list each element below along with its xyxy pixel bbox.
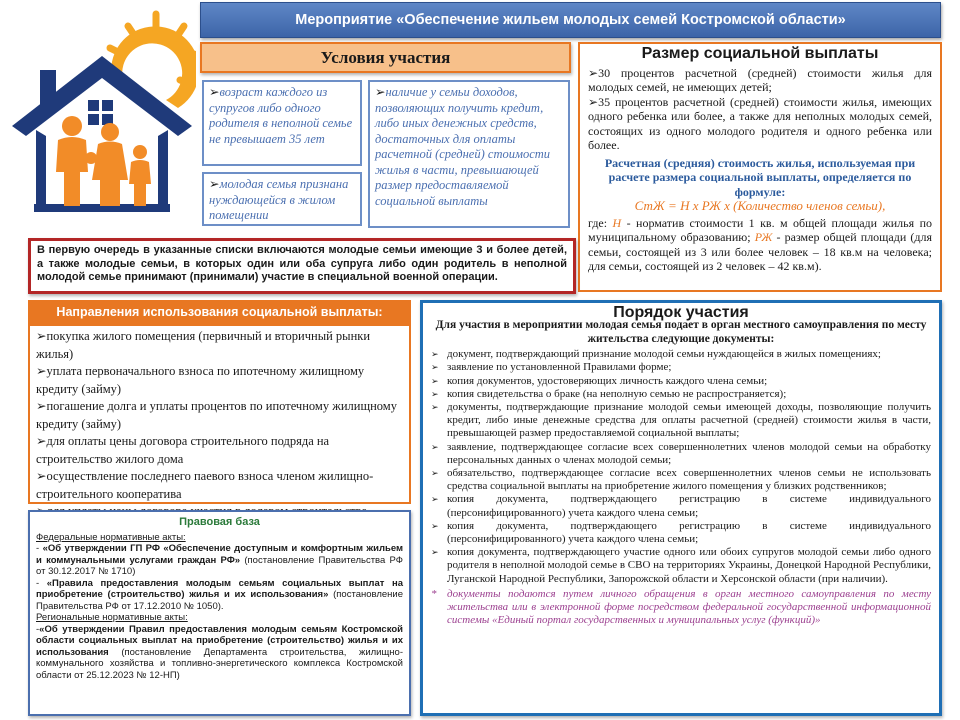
condition-income: ➢наличие у семьи доходов, позволяющих получить кредит, либо иных денежных средств, достаточных для оплаты расчетной (средней) стоимости жилья в части, превышающей размер предоставляемой социальной выплаты <box>368 80 570 228</box>
arrow-bullet-icon: ➢ <box>431 494 439 505</box>
payment-title: Размер социальной выплаты <box>641 45 879 62</box>
list-item: ➢уплата первоначального взноса по ипотечному жилищному кредиту (займу) <box>36 364 365 396</box>
arrow-bullet-icon: ➢ <box>431 547 439 558</box>
check-arrow-icon: ➢ <box>209 177 220 191</box>
arrow-bullet-icon: ➢ <box>431 441 439 452</box>
list-item: ➢ документ, подтверждающий признание молодой семьи нуждающейся в жилых помещениях; <box>431 348 881 361</box>
list-item: ➢осуществление последнего паевого взноса членом жилищно-строительного кооператива <box>36 469 374 501</box>
list-item: ➢для оплаты цены договора строительного подряда на строительство жилого дома <box>36 434 330 466</box>
arrow-bullet-icon: ➢ <box>431 375 439 386</box>
condition-need: ➢молодая семья признана нуждающейся в жилом помещении <box>202 172 362 226</box>
payment-formula: СтЖ = Н х РЖ х (Количество членов семьи), <box>634 198 886 213</box>
list-item: ➢ копия документа, подтверждающего регистрацию в системе индивидуального (персонифицированного) учета каждого члена семьи; <box>431 493 931 519</box>
arrow-bullet-icon: ➢ <box>431 520 439 531</box>
list-item: ➢покупка жилого помещения (первичный и вторичный рынки жилья) <box>36 329 371 361</box>
check-arrow-icon: ➢ <box>36 329 47 343</box>
check-arrow-icon: ➢ <box>588 94 599 109</box>
conditions-header: Условия участия <box>200 42 571 73</box>
procedure-title: Порядок участия <box>613 304 749 321</box>
legal-regional-label: Региональные нормативные акты: <box>36 612 188 623</box>
legal-base-panel <box>28 510 411 716</box>
list-item: ➢погашение долга и уплаты процентов по ипотечному жилищному кредиту (займу) <box>36 399 397 431</box>
directions-list <box>28 324 411 504</box>
list-item: ➢ обязательство, подтверждающее согласие всех совершеннолетних членов семьи не использовать средства социальной выплаты на приобретение жилого помещения у близких родственников; <box>431 467 931 493</box>
legal-federal-label: Федеральные нормативные акты: <box>36 531 186 543</box>
payment-panel <box>578 42 942 292</box>
list-item: ➢ копия документа, подтверждающего регистрацию в системе индивидуального (персонифицированного) учета каждого члена семьи; <box>431 519 931 546</box>
list-item: ➢ копия свидетельства о браке (на неполную семью не распространяется); <box>431 387 787 400</box>
list-item: ➢ документы, подтверждающие признание молодой семьи имеющей доходы, позволяющие получить кредит, либо иные денежные средства для оплаты расчетной (средней) стоимости жилья в части, превышающей размер предоставляемой социальной выплаты; <box>431 401 931 440</box>
payment-rate-children: ➢35 процентов расчетной (средней) стоимости жилья, имеющих одного ребенка или более, а также для неполных молодых семей, состоящих из одного молодого родителя и одного ребенка или более. <box>588 94 932 152</box>
check-arrow-icon: ➢ <box>36 364 47 378</box>
arrow-bullet-icon: ➢ <box>431 388 439 399</box>
list-item: ➢ заявление, подтверждающее согласие всех совершеннолетних членов молодой семьи на обработку персональных данных о членах молодой семьи; <box>431 440 931 466</box>
check-arrow-icon: ➢ <box>588 65 599 80</box>
arrow-bullet-icon: ➢ <box>431 349 439 360</box>
legal-regional-act-1: -«Об утверждении Правил предоставления молодым семьям Костромской области социальных выплат на приобретение (строительство) жилья и их использования (постановление Департамента строительства, жилищно-коммунального хозяйства и топливно-энергетического комплекса Костромской области от 25.12.2023 № 12-НП) <box>36 623 403 681</box>
list-item: ➢ заявление по установленной Правилами форме; <box>431 361 672 374</box>
page-title: Мероприятие «Обеспечение жильем молодых семей Костромской области» <box>200 2 941 38</box>
directions-header: Направления использования социальной выплаты: <box>28 300 411 324</box>
procedure-documents <box>431 348 931 586</box>
payment-rate-no-children: ➢30 процентов расчетной (средней) стоимости жилья для молодых семей, не имеющих детей; <box>588 65 932 94</box>
legal-federal-act-1: - «Об утверждении ГП РФ «Обеспечение доступным и комфортным жильем и коммунальными услугами граждан РФ» (постановление Правительства РФ от 30.12.2017 № 1710) <box>36 543 403 577</box>
procedure-subtitle: Для участия в мероприятии молодая семья подает в орган местного самоуправления по месту жительства следующие документы: <box>435 319 927 345</box>
house-family-icon <box>6 8 196 216</box>
check-arrow-icon: ➢ <box>36 399 47 413</box>
payment-formula-caption: Расчетная (средняя) стоимость жилья, используемая при расчете размера социальной выплаты, определяется по формуле: <box>604 155 916 199</box>
check-arrow-icon: ➢ <box>36 434 47 448</box>
list-item: ➢ копия документов, удостоверяющих личность каждого члена семьи; <box>431 374 768 387</box>
arrow-bullet-icon: ➢ <box>431 402 439 413</box>
procedure-footnote: * документы подаются путем личного обращения в орган местного самоуправления по месту жительства или в электронной форме посредством федеральной государственной информационной системы «Единый портал государственных и муниципальных услуг (функций)» <box>431 587 931 627</box>
list-item: ➢ копия документа, подтверждающего участие одного или обоих супругов молодой семьи либо одного родителя в неполной молодой семье в СВО на территориях Украины, Донецкой Народной Республики, Луганской Народной Республики, Запорожской области и Херсонской области (при наличии). <box>431 546 931 585</box>
arrow-bullet-icon: ➢ <box>431 468 439 479</box>
legal-base-title: Правовая база <box>179 516 260 528</box>
check-arrow-icon: ➢ <box>36 469 47 483</box>
condition-age: ➢возраст каждого из супругов либо одного родителя в неполной семье не превышает 35 лет <box>202 80 362 166</box>
priority-notice: В первую очередь в указанные списки включаются молодые семьи имеющие 3 и более детей, а также молодые семьи, в которых один или оба супруга либо один родитель в неполной молодой семье принимают (принимали) участие в специальной военной операции. <box>28 238 576 294</box>
legal-federal-act-2: - «Правила предоставления молодым семьям социальных выплат на приобретение (строительство) жилья и их использования» (постановление Правительства РФ от 17.12.2010 № 1050). <box>36 577 404 612</box>
arrow-bullet-icon: ➢ <box>431 362 439 373</box>
payment-formula-legend: где: Н - норматив стоимости 1 кв. м общей площади жилья по муниципальному образованию; РЖ - размер общей площади (для семьи, состоящей из 3 или более человек – 18 кв.м на человека; для семьи, состоящей из 2 человек – 42 кв.м). <box>588 215 932 273</box>
check-arrow-icon: ➢ <box>209 85 220 99</box>
check-arrow-icon: ➢ <box>375 85 386 99</box>
procedure-panel <box>420 300 942 716</box>
